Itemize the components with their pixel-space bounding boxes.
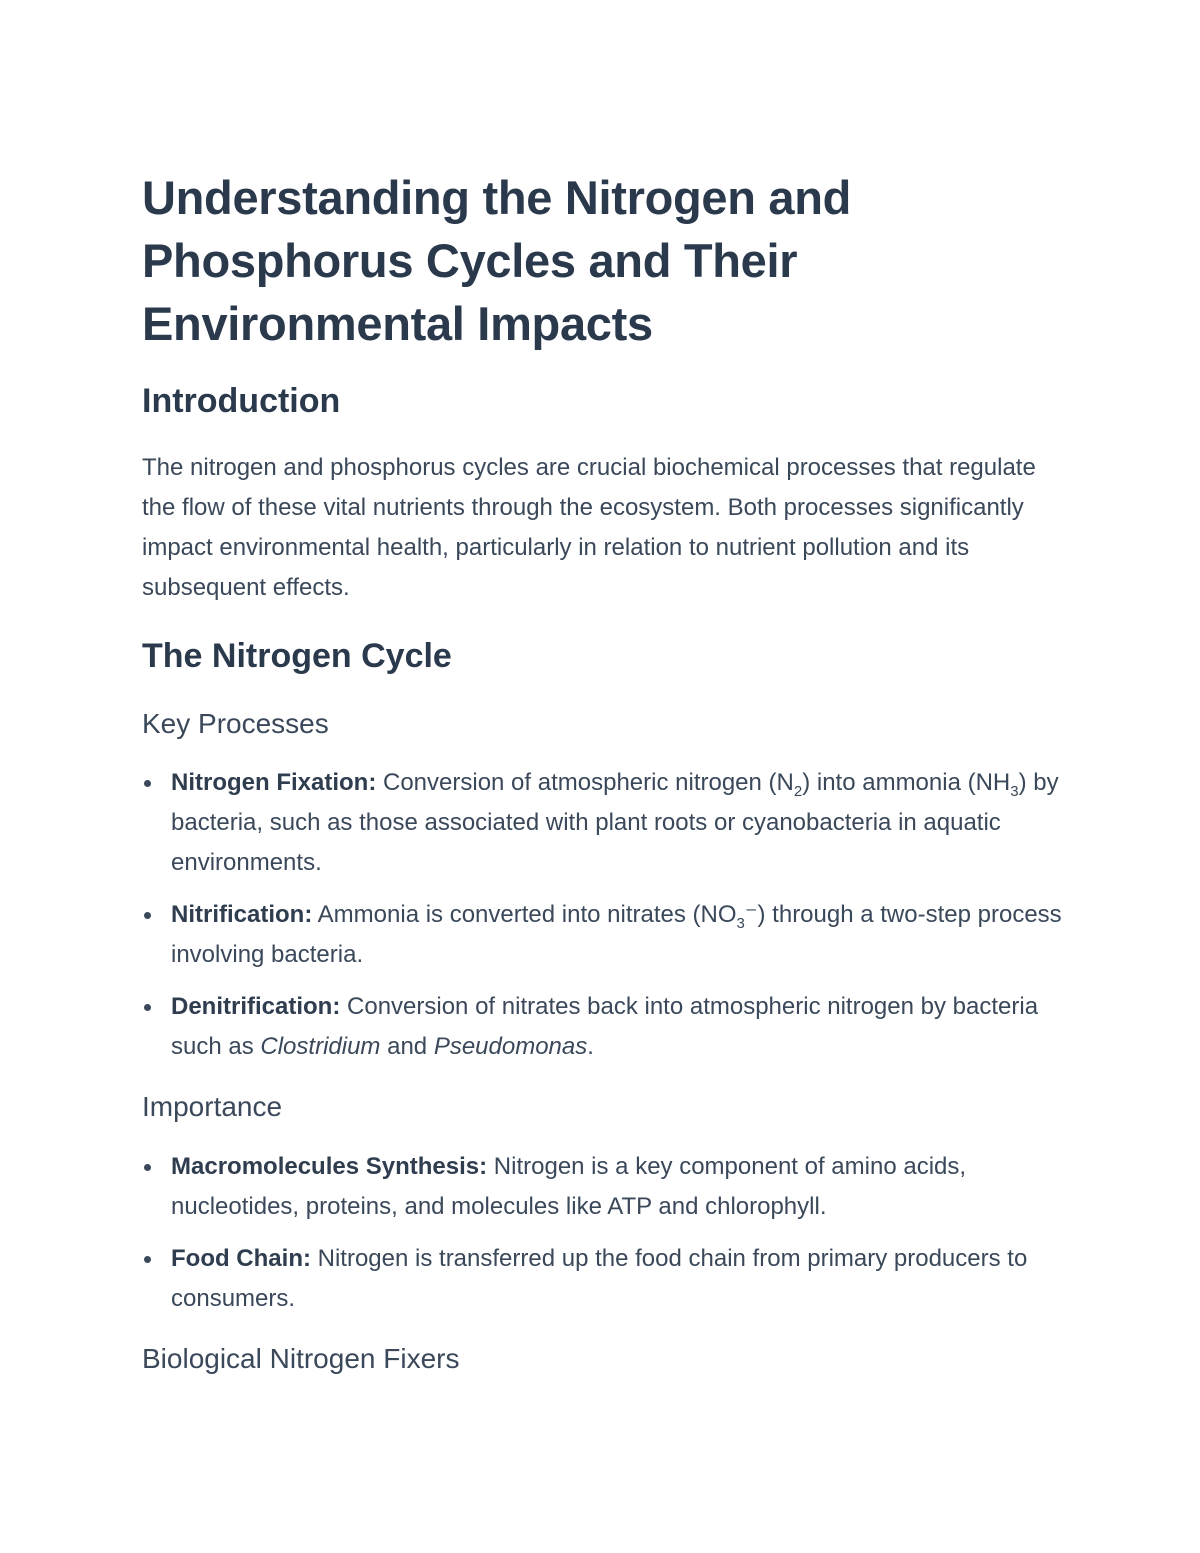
bullet-icon xyxy=(144,912,151,919)
document-title: Understanding the Nitrogen and Phosphorus Cycles and Their Environmental Impacts xyxy=(142,171,852,350)
biological-fixers-heading: Biological Nitrogen Fixers xyxy=(142,1343,460,1374)
list-item-term: Denitrification: xyxy=(171,993,341,1020)
list-item-text: ) by bacteria, such as those associated with plant roots or cyanobacteria in aquatic environments. xyxy=(171,769,1059,876)
list-item-nitrogen-fixation xyxy=(142,763,1067,883)
list-item-term: Nitrogen Fixation: xyxy=(171,769,377,796)
list-item-text: Nitrogen is a key component of amino acids, nucleotides, proteins, and molecules like ATP and chlorophyll. xyxy=(171,1153,967,1220)
list-item-text: and xyxy=(380,1033,434,1060)
subscript: 3 xyxy=(736,914,745,932)
bullet-icon xyxy=(144,1256,151,1263)
list-item-text: Ammonia is converted into nitrates (NO xyxy=(312,901,737,928)
italic-species-name: Clostridium xyxy=(260,1033,381,1060)
list-item-nitrification xyxy=(142,895,1067,975)
subscript: 2 xyxy=(793,782,803,800)
importance-heading: Importance xyxy=(142,1091,283,1122)
introduction-heading: Introduction xyxy=(142,382,341,420)
bullet-icon xyxy=(144,1164,151,1171)
key-processes-heading: Key Processes xyxy=(142,708,329,739)
list-item-text: Conversion of atmospheric nitrogen (N xyxy=(376,769,794,796)
list-item-text: Nitrogen is transferred up the food chain from primary producers to consumers. xyxy=(171,1245,1028,1312)
nitrogen-cycle-heading: The Nitrogen Cycle xyxy=(142,637,452,675)
list-item-denitrification xyxy=(142,987,1067,1067)
list-item-food-chain xyxy=(142,1239,1067,1319)
list-item-term: Nitrification: xyxy=(171,901,313,928)
bullet-icon xyxy=(144,1004,151,1011)
list-item-text: ) into ammonia (NH xyxy=(802,769,1011,796)
list-item-macromolecules xyxy=(142,1147,1067,1227)
list-item-text: ⁻) through a two-step process involving bacteria. xyxy=(171,901,1062,968)
list-item-text: . xyxy=(587,1033,594,1060)
list-item-term: Food Chain: xyxy=(171,1245,311,1272)
italic-species-name: Pseudomonas xyxy=(433,1033,588,1060)
subscript: 3 xyxy=(1010,782,1019,800)
importance-list xyxy=(142,1147,1067,1331)
key-processes-list xyxy=(142,763,1067,1079)
introduction-paragraph: The nitrogen and phosphorus cycles are crucial biochemical processes that regulate the flow of these vital nutrients through the ecosystem. Both processes significantly impact environmental health, particularly in relation to nutrient pollution and its subsequent effects. xyxy=(142,454,1036,601)
list-item-term: Macromolecules Synthesis: xyxy=(171,1153,488,1180)
list-item-text: Conversion of nitrates back into atmospheric nitrogen by bacteria such as xyxy=(171,993,1039,1060)
bullet-icon xyxy=(144,780,151,787)
